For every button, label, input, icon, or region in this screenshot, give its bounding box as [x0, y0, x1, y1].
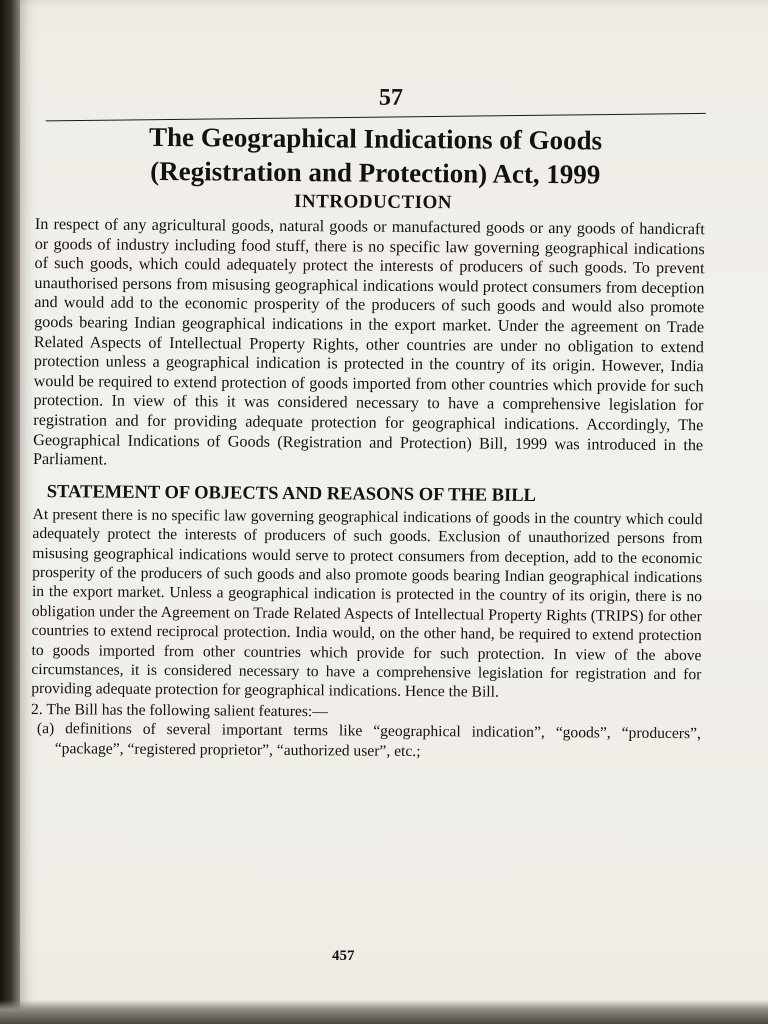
book-page	[16, 0, 768, 1010]
page-bottom-edge	[0, 1000, 768, 1024]
page-content	[31, 82, 706, 763]
act-title-line-1: The Geographical Indications of Goods	[148, 121, 603, 156]
page-number: 457	[332, 948, 355, 964]
statement-point-2: 2. The Bill has the following salient features:—	[31, 700, 328, 721]
statement-heading: STATEMENT OF OBJECTS AND REASONS OF THE BILL	[46, 481, 537, 506]
book-spine-shadow	[0, 0, 20, 1024]
act-title	[45, 119, 706, 192]
introduction-heading: INTRODUCTION	[293, 191, 453, 214]
statement-point-2a: (a) definitions of several important terms like “geographical indication”, “goods”, “producers”, “package”, “registered proprietor”, “authorized user”, etc.;	[36, 720, 701, 760]
act-title-line-2: (Registration and Protection) Act, 1999	[150, 155, 601, 190]
introduction-paragraph: In respect of any agricultural goods, natural goods or manufactured goods or any goods of handicraft or goods of industry including food stuff, there is no specific law governing geographical indications of such goods, which could adequately protect the interests of producers of such goods. To prevent unauthorised persons from misusing geographical indications would protect consumers from deception and would add to the economic prosperity of the producers of such goods and would also promote goods bearing Indian geographical indications in the export market. Under the agreement on Trade Related Aspects of Intellectual Property Rights, other countries are under no obligation to extend protection unless a geographical indication is protected in the country of its origin. However, India would be required to extend protection of goods imported from other countries which provide for such protection. In view of this it was considered necessary to have a comprehensive legislation for registration and for providing adequate protection for geographical indications. Accordingly, The Geographical Indications of Goods (Registration and Protection) Bill, 1999 was introduced in the Parliament.	[32, 214, 705, 469]
statement-paragraph-1: At present there is no specific law governing geographical indications of goods in the country which could adequately protect the interests of producers of such goods. Exclusion of unauthorized persons from misusing geographical indications would serve to protect consumers from deception, add to the economic prosperity of the producers of such goods and also promote goods bearing Indian geographical indications in the export market. Unless a geographical indication is protected in the country of its origin, there is no obligation under the Agreement on Trade Related Aspects of Intellectual Property Rights (TRIPS) for other countries to extend reciprocal protection. India would, on the other hand, be required to extend protection to goods imported from other countries which provide for such protection. In view of the above circumstances, it is considered necessary to have a comprehensive legislation for registration and for providing adequate protection for geographical indications. Hence the Bill.	[31, 505, 703, 702]
chapter-number: 57	[378, 84, 403, 111]
